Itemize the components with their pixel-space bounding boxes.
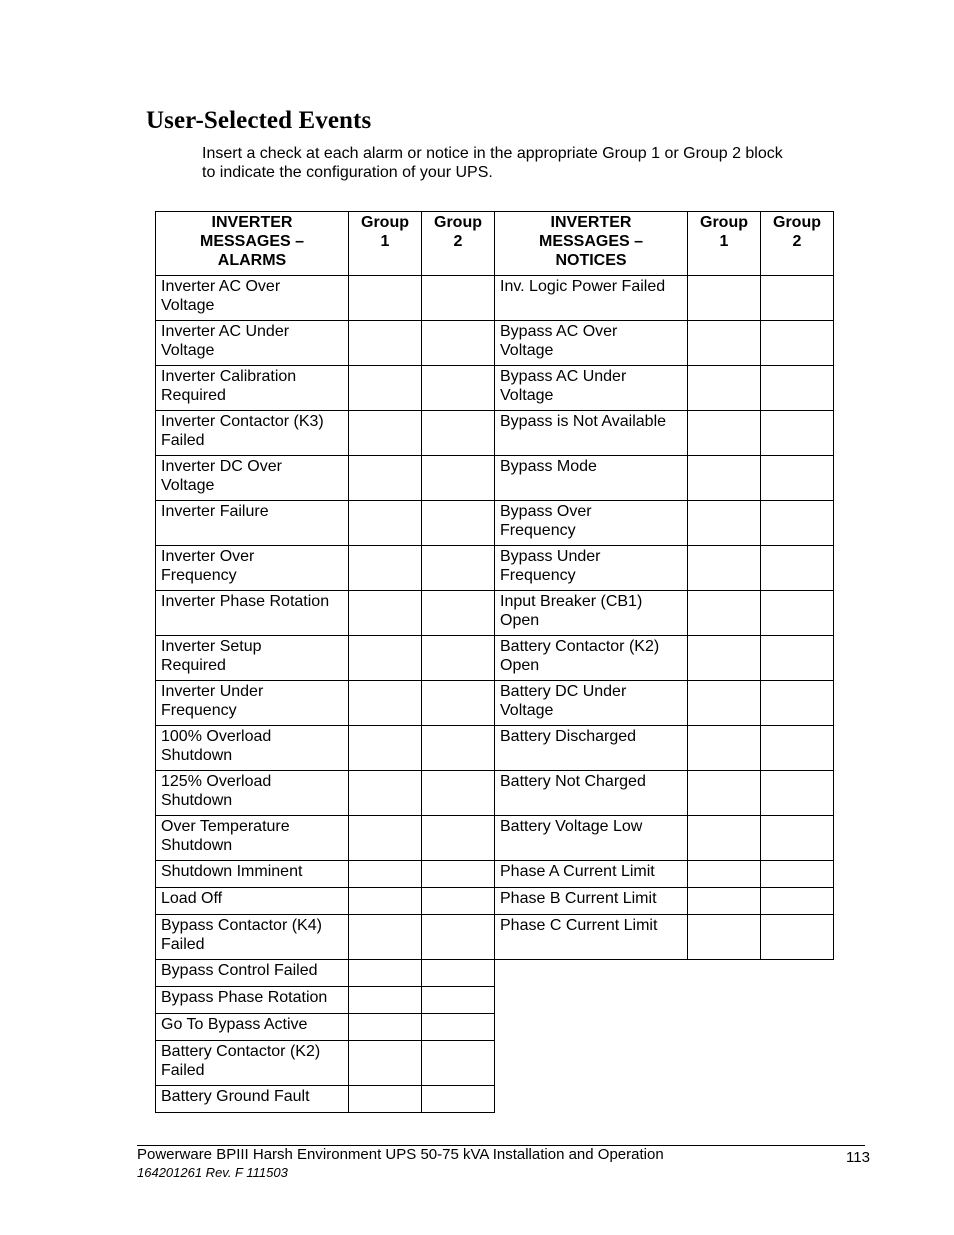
table-row [156, 888, 834, 915]
table-row [156, 1041, 834, 1086]
table-row [156, 987, 834, 1014]
events-table-body [156, 276, 834, 1113]
notice-label: Bypass AC Under Voltage [495, 366, 688, 411]
alarm-group2-checkbox[interactable] [422, 1041, 495, 1086]
table-row [156, 501, 834, 546]
alarm-group2-checkbox[interactable] [422, 366, 495, 411]
alarm-group1-checkbox[interactable] [349, 501, 422, 546]
alarm-label: 125% Overload Shutdown [156, 771, 349, 816]
alarm-group1-checkbox[interactable] [349, 888, 422, 915]
notice-group2-checkbox[interactable] [761, 366, 834, 411]
alarm-group2-checkbox[interactable] [422, 456, 495, 501]
table-row [156, 456, 834, 501]
alarm-group2-checkbox[interactable] [422, 861, 495, 888]
notice-group1-checkbox[interactable] [688, 501, 761, 546]
alarm-group1-checkbox[interactable] [349, 456, 422, 501]
alarm-label: Inverter DC Over Voltage [156, 456, 349, 501]
alarm-label: Go To Bypass Active [156, 1014, 349, 1041]
notice-label: Phase B Current Limit [495, 888, 688, 915]
alarm-group1-checkbox[interactable] [349, 366, 422, 411]
alarm-label: Inverter Failure [156, 501, 349, 546]
table-row [156, 366, 834, 411]
alarm-group2-checkbox[interactable] [422, 681, 495, 726]
table-row [156, 1086, 834, 1113]
footer-title: Powerware BPIII Harsh Environment UPS 50‑75 kVA Installation and Operation [137, 1146, 664, 1163]
header-alarms-group2: Group 2 [422, 212, 495, 276]
alarm-label: Inverter Under Frequency [156, 681, 349, 726]
alarm-label: Over Temperature Shutdown [156, 816, 349, 861]
notice-group1-checkbox[interactable] [688, 888, 761, 915]
notice-group1-checkbox[interactable] [688, 411, 761, 456]
notice-group2-checkbox[interactable] [761, 771, 834, 816]
footer-doc-number: 164201261 Rev. F 111503 [137, 1165, 288, 1180]
header-notices-group2: Group 2 [761, 212, 834, 276]
alarm-group2-checkbox[interactable] [422, 546, 495, 591]
notice-label: Bypass Over Frequency [495, 501, 688, 546]
alarm-group1-checkbox[interactable] [349, 1041, 422, 1086]
table-row [156, 771, 834, 816]
notice-group1-checkbox[interactable] [688, 681, 761, 726]
table-row [156, 960, 834, 987]
notice-group1-checkbox[interactable] [688, 546, 761, 591]
alarm-label: 100% Overload Shutdown [156, 726, 349, 771]
alarm-group2-checkbox[interactable] [422, 591, 495, 636]
notice-group2-checkbox[interactable] [761, 726, 834, 771]
notice-label: Bypass Mode [495, 456, 688, 501]
alarm-group1-checkbox[interactable] [349, 915, 422, 960]
notice-group1-checkbox[interactable] [688, 861, 761, 888]
notice-group2-checkbox[interactable] [761, 276, 834, 321]
alarm-group1-checkbox[interactable] [349, 636, 422, 681]
notice-group2-checkbox[interactable] [761, 591, 834, 636]
alarm-group1-checkbox[interactable] [349, 1014, 422, 1041]
alarm-group2-checkbox[interactable] [422, 987, 495, 1014]
table-row [156, 636, 834, 681]
table-row [156, 276, 834, 321]
alarm-label: Battery Ground Fault [156, 1086, 349, 1113]
empty-area [495, 960, 834, 987]
notice-label: Bypass is Not Available [495, 411, 688, 456]
alarm-label: Bypass Contactor (K4) Failed [156, 915, 349, 960]
notice-group1-checkbox[interactable] [688, 636, 761, 681]
alarm-group2-checkbox[interactable] [422, 411, 495, 456]
notice-group2-checkbox[interactable] [761, 636, 834, 681]
notice-group2-checkbox[interactable] [761, 915, 834, 960]
alarm-group2-checkbox[interactable] [422, 726, 495, 771]
notice-group1-checkbox[interactable] [688, 456, 761, 501]
notice-group2-checkbox[interactable] [761, 456, 834, 501]
alarm-group2-checkbox[interactable] [422, 1014, 495, 1041]
header-alarms-group1: Group 1 [349, 212, 422, 276]
notice-group2-checkbox[interactable] [761, 888, 834, 915]
notice-group1-checkbox[interactable] [688, 816, 761, 861]
alarm-label: Inverter AC Under Voltage [156, 321, 349, 366]
table-row [156, 681, 834, 726]
alarm-label: Inverter Calibration Required [156, 366, 349, 411]
notice-group1-checkbox[interactable] [688, 366, 761, 411]
notice-label: Bypass AC Over Voltage [495, 321, 688, 366]
alarm-group1-checkbox[interactable] [349, 321, 422, 366]
events-table [155, 211, 834, 1113]
alarm-group1-checkbox[interactable] [349, 960, 422, 987]
empty-area [495, 987, 834, 1014]
table-row [156, 915, 834, 960]
alarm-group2-checkbox[interactable] [422, 276, 495, 321]
alarm-group2-checkbox[interactable] [422, 960, 495, 987]
notice-group1-checkbox[interactable] [688, 591, 761, 636]
notice-label: Input Breaker (CB1) Open [495, 591, 688, 636]
alarm-group1-checkbox[interactable] [349, 771, 422, 816]
alarm-group1-checkbox[interactable] [349, 816, 422, 861]
alarm-group2-checkbox[interactable] [422, 915, 495, 960]
notice-label: Battery DC Under Voltage [495, 681, 688, 726]
notice-group2-checkbox[interactable] [761, 861, 834, 888]
notice-label: Battery Voltage Low [495, 816, 688, 861]
notice-label: Inv. Logic Power Failed [495, 276, 688, 321]
alarm-group2-checkbox[interactable] [422, 636, 495, 681]
alarm-label: Battery Contactor (K2) Failed [156, 1041, 349, 1086]
alarm-group1-checkbox[interactable] [349, 987, 422, 1014]
intro-paragraph [202, 144, 862, 182]
notice-group2-checkbox[interactable] [761, 411, 834, 456]
notice-group2-checkbox[interactable] [761, 546, 834, 591]
alarm-label: Inverter Contactor (K3) Failed [156, 411, 349, 456]
notice-group2-checkbox[interactable] [761, 681, 834, 726]
table-row [156, 816, 834, 861]
table-row [156, 546, 834, 591]
alarm-label: Inverter Setup Required [156, 636, 349, 681]
alarm-group2-checkbox[interactable] [422, 816, 495, 861]
notice-group2-checkbox[interactable] [761, 816, 834, 861]
intro-line-1: Insert a check at each alarm or notice in the appropriate Group 1 or Group 2 block [202, 145, 783, 162]
alarm-group1-checkbox[interactable] [349, 591, 422, 636]
notice-label: Bypass Under Frequency [495, 546, 688, 591]
empty-area [495, 1086, 834, 1113]
notice-label: Battery Discharged [495, 726, 688, 771]
notice-group1-checkbox[interactable] [688, 321, 761, 366]
alarm-label: Inverter Over Frequency [156, 546, 349, 591]
alarm-group1-checkbox[interactable] [349, 546, 422, 591]
alarm-label: Inverter Phase Rotation [156, 591, 349, 636]
alarm-group2-checkbox[interactable] [422, 1086, 495, 1113]
notice-label: Battery Not Charged [495, 771, 688, 816]
alarm-label: Load Off [156, 888, 349, 915]
empty-area [495, 1014, 834, 1041]
alarm-group1-checkbox[interactable] [349, 411, 422, 456]
alarm-group1-checkbox[interactable] [349, 861, 422, 888]
notice-group1-checkbox[interactable] [688, 771, 761, 816]
notice-group1-checkbox[interactable] [688, 726, 761, 771]
alarm-label: Inverter AC Over Voltage [156, 276, 349, 321]
intro-line-2: to indicate the configuration of your UPS. [202, 164, 493, 181]
alarm-group2-checkbox[interactable] [422, 888, 495, 915]
table-row [156, 591, 834, 636]
alarm-group1-checkbox[interactable] [349, 681, 422, 726]
notice-label: Phase A Current Limit [495, 861, 688, 888]
notice-group1-checkbox[interactable] [688, 915, 761, 960]
alarm-group1-checkbox[interactable] [349, 726, 422, 771]
notice-group2-checkbox[interactable] [761, 321, 834, 366]
page-title: User-Selected Events [146, 107, 372, 134]
table-row [156, 726, 834, 771]
alarm-group2-checkbox[interactable] [422, 771, 495, 816]
table-row [156, 861, 834, 888]
alarm-group2-checkbox[interactable] [422, 501, 495, 546]
page-number: 113 [846, 1149, 870, 1166]
notice-group2-checkbox[interactable] [761, 501, 834, 546]
header-notices: INVERTER MESSAGES – NOTICES [495, 212, 688, 276]
header-alarms: INVERTER MESSAGES – ALARMS [156, 212, 349, 276]
notice-label: Battery Contactor (K2) Open [495, 636, 688, 681]
notice-label: Phase C Current Limit [495, 915, 688, 960]
table-row [156, 321, 834, 366]
alarm-group2-checkbox[interactable] [422, 321, 495, 366]
alarm-group1-checkbox[interactable] [349, 276, 422, 321]
alarm-group1-checkbox[interactable] [349, 1086, 422, 1113]
alarm-label: Shutdown Imminent [156, 861, 349, 888]
alarm-label: Bypass Control Failed [156, 960, 349, 987]
notice-group1-checkbox[interactable] [688, 276, 761, 321]
table-row [156, 1014, 834, 1041]
header-notices-group1: Group 1 [688, 212, 761, 276]
alarm-label: Bypass Phase Rotation [156, 987, 349, 1014]
table-header-row [156, 212, 834, 276]
empty-area [495, 1041, 834, 1086]
table-row [156, 411, 834, 456]
